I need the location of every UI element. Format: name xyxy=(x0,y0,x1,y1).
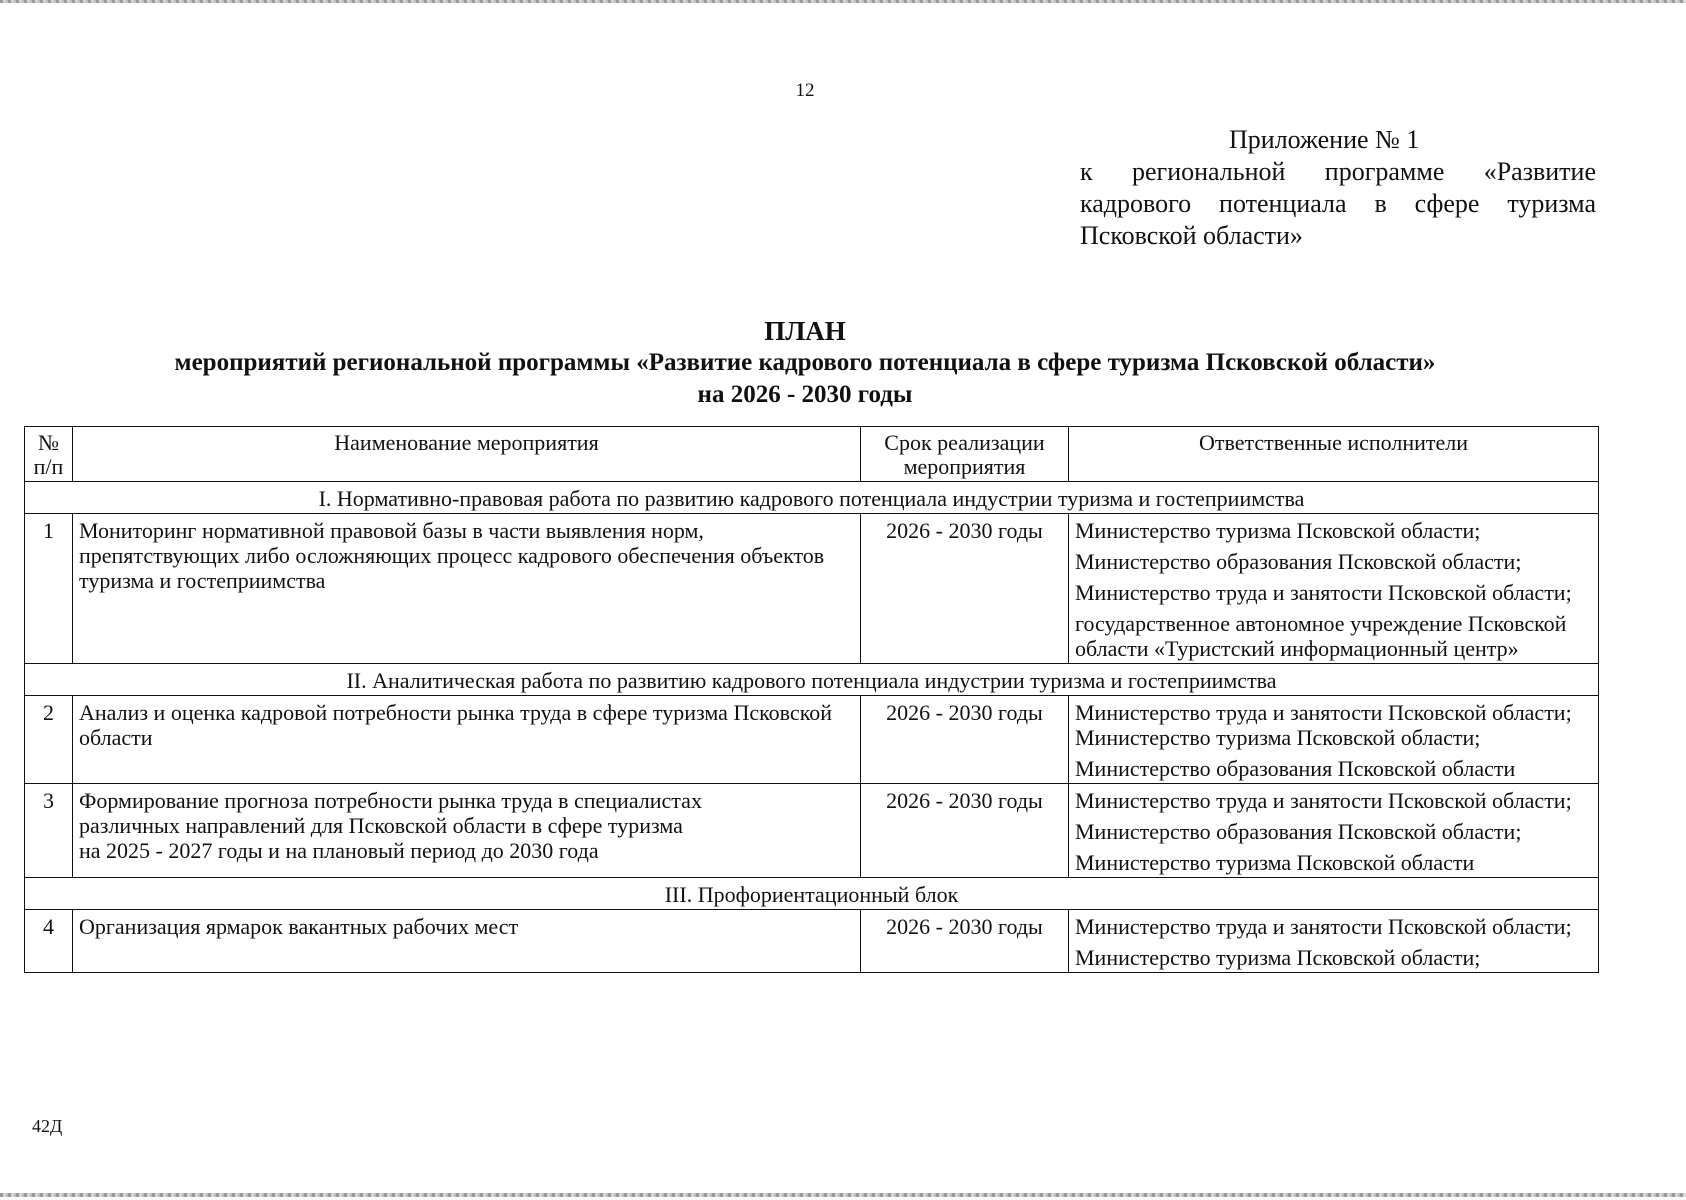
row-name xyxy=(73,784,861,878)
executor-item: Министерство туризма Псковской области; xyxy=(1075,518,1481,543)
row-num: 1 xyxy=(25,514,73,664)
section-title-1: I. Нормативно-правовая работа по развитию кадрового потенциала индустрии туризма и гостеприимства xyxy=(25,482,1599,514)
header-num-line1: № xyxy=(38,430,59,455)
executor-item: Министерство образования Псковской области; xyxy=(1075,549,1522,574)
row-name-line3: на 2025 - 2027 годы и на плановый период до 2030 года xyxy=(79,838,599,863)
scan-edge-bottom xyxy=(0,1193,1686,1197)
header-name: Наименование мероприятия xyxy=(73,427,861,482)
row-name-line1: Формирование прогноза потребности рынка труда в специалистах xyxy=(79,788,702,813)
row-num: 2 xyxy=(25,696,73,784)
appendix-block xyxy=(1080,124,1596,252)
header-num-line2: п/п xyxy=(33,454,64,479)
header-executors: Ответственные исполнители xyxy=(1069,427,1599,482)
table-row xyxy=(25,514,1599,664)
row-period: 2026 - 2030 годы xyxy=(861,696,1069,784)
row-name: Организация ярмарок вакантных рабочих мест xyxy=(73,910,861,973)
row-name-line2: различных направлений для Псковской области в сфере туризма xyxy=(79,813,683,838)
row-executors xyxy=(1069,696,1599,784)
row-executors xyxy=(1069,784,1599,878)
table-header-row xyxy=(25,427,1599,482)
executor-item: Министерство труда и занятости Псковской области; xyxy=(1075,914,1572,939)
row-name: Мониторинг нормативной правовой базы в части выявления норм, препятствующих либо осложняющих процесс кадрового обеспечения объектов туризма и гостеприимства xyxy=(73,514,861,664)
header-period xyxy=(861,427,1069,482)
row-period: 2026 - 2030 годы xyxy=(861,514,1069,664)
executor-item: Министерство образования Псковской области xyxy=(1075,756,1516,781)
row-num: 4 xyxy=(25,910,73,973)
header-period-line2: мероприятия xyxy=(903,454,1026,479)
page-number: 12 xyxy=(795,80,815,101)
section-row xyxy=(25,482,1599,514)
plan-subtitle-line1: мероприятий региональной программы «Развитие кадрового потенциала в сфере туризма Псковской области» xyxy=(174,349,1436,376)
row-num: 3 xyxy=(25,784,73,878)
section-title-2: II. Аналитическая работа по развитию кадрового потенциала индустрии туризма и гостеприимства xyxy=(25,664,1599,696)
executor-item: Министерство труда и занятости Псковской области; xyxy=(1075,788,1572,813)
header-period-line1: Срок реализации xyxy=(884,430,1045,455)
plan-subtitle xyxy=(0,347,1610,411)
plan-table xyxy=(24,426,1599,973)
plan-title: ПЛАН xyxy=(764,316,846,346)
header-num xyxy=(25,427,73,482)
appendix-description: к региональной программе «Развитие кадрового потенциала в сфере туризма Псковской области» xyxy=(1080,157,1596,250)
executor-item: Министерство туризма Псковской области xyxy=(1075,850,1475,875)
row-name: Анализ и оценка кадровой потребности рынка труда в сфере туризма Псковской области xyxy=(73,696,861,784)
executor-item: Министерство образования Псковской области; xyxy=(1075,819,1522,844)
table-row xyxy=(25,910,1599,973)
row-period: 2026 - 2030 годы xyxy=(861,910,1069,973)
row-executors xyxy=(1069,910,1599,973)
appendix-number: Приложение № 1 xyxy=(1229,125,1420,154)
executor-item: Министерство труда и занятости Псковской области; Министерство туризма Псковской области; xyxy=(1075,700,1572,750)
table-row xyxy=(25,696,1599,784)
executor-item: Министерство туризма Псковской области; xyxy=(1075,945,1481,970)
section-title-3: III. Профориентационный блок xyxy=(25,878,1599,910)
scan-edge-top xyxy=(0,0,1686,3)
section-row xyxy=(25,664,1599,696)
row-period: 2026 - 2030 годы xyxy=(861,784,1069,878)
section-row xyxy=(25,878,1599,910)
executor-item: Министерство труда и занятости Псковской области; xyxy=(1075,580,1572,605)
plan-subtitle-line2: на 2026 - 2030 годы xyxy=(697,381,913,408)
row-executors xyxy=(1069,514,1599,664)
document-code: 42Д xyxy=(32,1116,63,1136)
table-row xyxy=(25,784,1599,878)
executor-item: государственное автономное учреждение Псковской области «Туристский информационный центр» xyxy=(1075,611,1567,661)
